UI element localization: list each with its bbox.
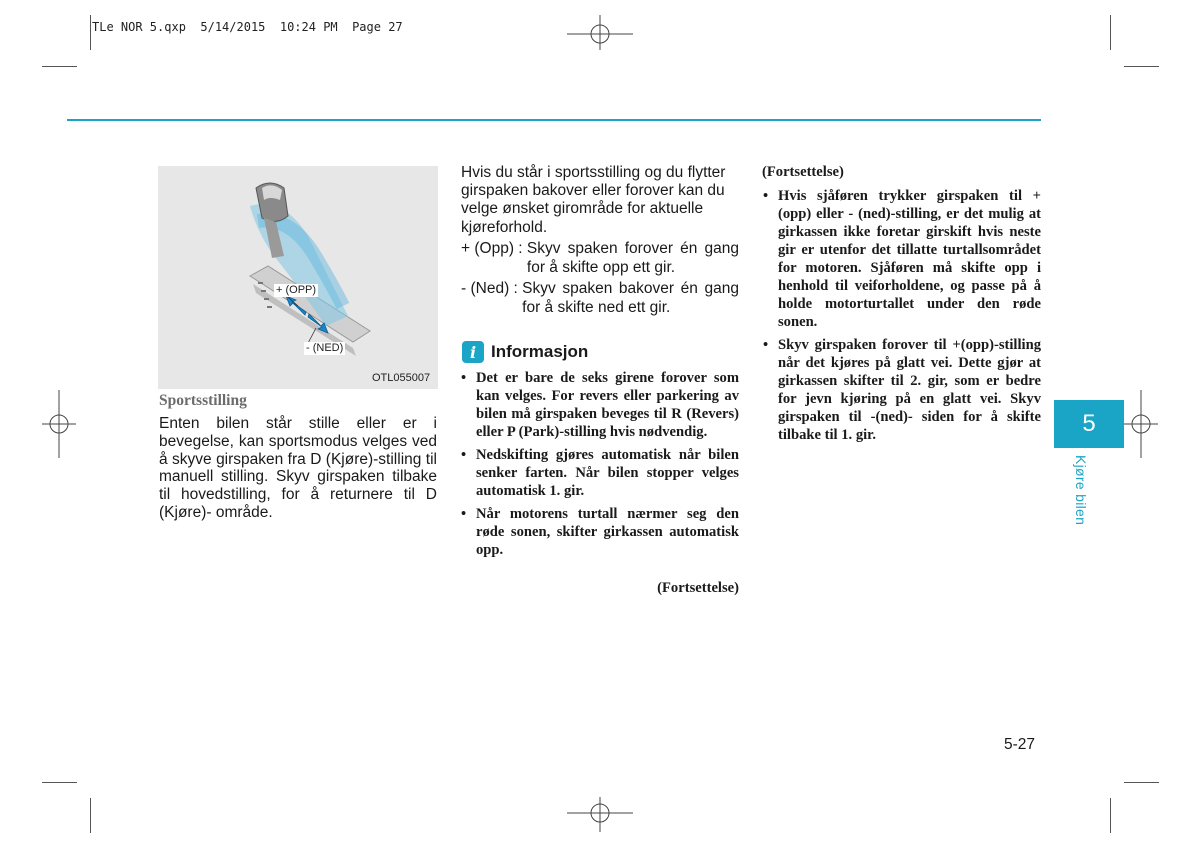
continued-label: (Fortsettelse) <box>657 580 739 596</box>
definition-down-desc: Skyv spaken bakover én gang for å skifte ned ett gir. <box>522 279 739 316</box>
info-title: Informasjon <box>491 342 589 361</box>
gear-shifter-illustration <box>158 166 438 389</box>
definition-up-term: + (Opp) : <box>461 239 527 257</box>
list-item: • Skyv girspaken forover til +(opp)-stilling når det kjøres på glatt vei. Dette gjør at girkassen skifter til 2. gir, som er bedre for jevn kjøring på en glatt vei. Skyv girspaken til -(ned)- siden for å skifte tilbake til 1. gir. <box>762 336 1041 444</box>
registration-mark-right <box>1124 390 1158 458</box>
continued-bullet-list <box>762 187 1041 449</box>
info-header <box>462 340 588 364</box>
definition-up <box>461 239 739 277</box>
print-header: TLe NOR 5.qxp 5/14/2015 10:24 PM Page 27 <box>92 20 403 34</box>
header-rule <box>67 119 1041 121</box>
section-body: Enten bilen står stille eller er i bevegelse, kan sportsmodus velges ved å skyve girspaken fra D (Kjøre)-stilling til manuell stilling. Skyv girspaken tilbake til hovedstilling, for å returnere til D (Kjøre)- område. <box>159 415 437 521</box>
chapter-tab: 5 <box>1054 400 1124 448</box>
registration-mark-top <box>567 15 633 50</box>
registration-mark-left <box>42 390 76 458</box>
figure-label-up: + (OPP) <box>276 284 317 296</box>
figure-label-down: - (NED) <box>306 342 344 354</box>
column2-intro-block <box>461 164 739 317</box>
continued-heading: (Fortsettelse) <box>762 164 844 180</box>
list-item: • Hvis sjåføren trykker girspaken til + (opp) eller - (ned)-stilling, er det mulig at girkassen ikke foretar girskift hvis neste gir er utenfor det tillatte turtallsområdet for motoren. Sjåføren må skifte opp i henhold til veiforholdene, og passe på å holde motorturtallet under den røde sonen. <box>762 187 1041 331</box>
info-icon: i <box>462 341 484 363</box>
column2-intro: Hvis du står i sportsstilling og du flytter girspaken bakover eller forover kan du velge ønsket girområde for aktuelle kjøreforhold. <box>461 164 726 236</box>
list-item: • Når motorens turtall nærmer seg den røde sonen, skifter girkassen automatisk opp. <box>460 505 739 559</box>
definition-up-desc: Skyv spaken forover én gang for å skifte opp ett gir. <box>526 239 739 276</box>
section-heading: Sportsstilling <box>159 392 247 409</box>
page-number: 5-27 <box>1004 736 1036 753</box>
info-bullet-list <box>460 369 739 564</box>
gear-shifter-figure <box>158 166 438 389</box>
list-item: • Nedskifting gjøres automatisk når bilen senker farten. Når bilen stopper velges automatisk 1. gir. <box>460 446 739 500</box>
definition-down <box>461 279 739 317</box>
chapter-name: Kjøre bilen <box>1073 455 1089 526</box>
registration-mark-bottom <box>567 797 633 832</box>
definition-down-term: - (Ned) : <box>461 279 523 297</box>
list-item: • Det er bare de seks girene forover som kan velges. For revers eller parkering av bilen må girspaken beveges til R (Revers) eller P (Park)-stilling hvis nødvendig. <box>460 369 739 441</box>
figure-code: OTL055007 <box>372 372 431 384</box>
